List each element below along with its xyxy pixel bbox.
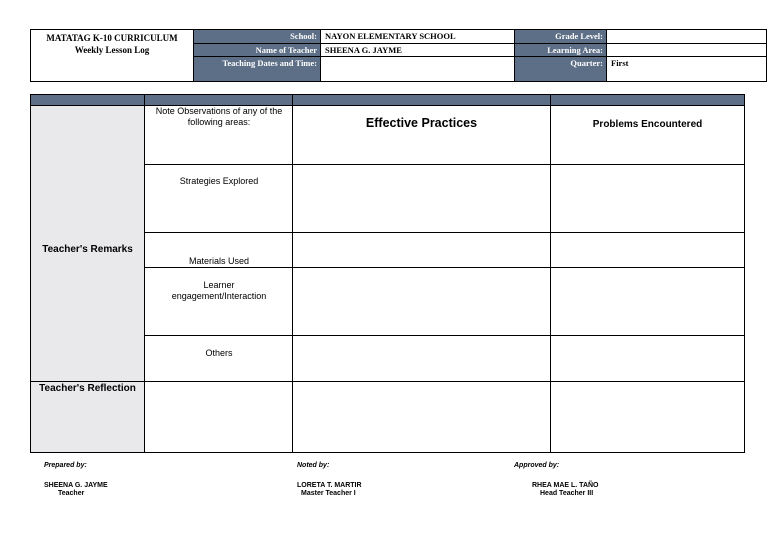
area-row <box>515 44 766 58</box>
table-header-band <box>31 95 744 105</box>
grade-label: Grade Level: <box>515 30 607 43</box>
problems-encountered-heading: Problems Encountered <box>592 119 703 130</box>
cell-others-problems[interactable] <box>551 336 744 381</box>
school-row <box>194 30 514 44</box>
log-title: Weekly Lesson Log <box>74 45 150 55</box>
school-field[interactable]: NAYON ELEMENTARY SCHOOL <box>325 31 456 41</box>
quarter-row <box>515 57 766 81</box>
lesson-log-header <box>30 29 767 82</box>
dates-field[interactable] <box>321 57 514 81</box>
remarks-table <box>30 94 745 453</box>
cell-strategies-problems[interactable] <box>551 165 744 232</box>
approved-by-label: Approved by: <box>514 462 560 469</box>
grade-row <box>515 30 766 44</box>
dates-label: Teaching Dates and Time: <box>194 57 321 81</box>
cell-materials-effective[interactable] <box>293 233 550 267</box>
prepared-by-name: SHEENA G. JAYME <box>44 482 108 489</box>
header-school-block <box>194 30 514 81</box>
grade-field[interactable] <box>607 30 766 43</box>
teachers-remarks-label: Teacher's Remarks <box>42 244 133 255</box>
quarter-label: Quarter: <box>515 57 607 81</box>
noted-by-block <box>297 462 497 502</box>
area-field[interactable] <box>607 44 766 57</box>
quarter-field[interactable]: First <box>611 58 629 69</box>
noted-by-label: Noted by: <box>297 462 330 469</box>
cell-engagement-problems[interactable] <box>551 268 744 335</box>
area-others: Others <box>205 348 233 358</box>
approved-by-block <box>514 462 714 502</box>
teacher-label: Name of Teacher <box>194 44 321 57</box>
header-title-block <box>31 30 194 81</box>
cell-teachers-reflection[interactable] <box>145 382 744 452</box>
teacher-row <box>194 44 514 58</box>
teacher-field[interactable]: SHEENA G. JAYME <box>325 44 402 55</box>
area-learner-engagement: Learner engagement/Interaction <box>171 280 267 301</box>
cell-strategies-effective[interactable] <box>293 165 550 232</box>
note-observations-label: Note Observations of any of the following areas: <box>155 106 283 127</box>
noted-by-role: Master Teacher I <box>301 490 356 497</box>
approved-by-name: RHEA MAE L. TAÑO <box>532 482 599 489</box>
header-grade-block <box>514 30 766 81</box>
area-materials-used: Materials Used <box>188 256 250 266</box>
noted-by-name: LORETA T. MARTIR <box>297 482 362 489</box>
effective-practices-heading: Effective Practices <box>365 116 478 130</box>
prepared-by-label: Prepared by: <box>44 462 87 469</box>
prepared-by-block <box>44 462 244 502</box>
cell-materials-problems[interactable] <box>551 233 744 267</box>
curriculum-title: MATATAG K-10 CURRICULUM <box>46 33 178 43</box>
cell-others-effective[interactable] <box>293 336 550 381</box>
approved-by-role: Head Teacher III <box>540 490 594 497</box>
label-column <box>31 106 144 452</box>
dates-row <box>194 57 514 81</box>
area-label: Learning Area: <box>515 44 607 57</box>
school-label: School: <box>194 30 321 43</box>
teachers-reflection-label: Teacher's Reflection <box>39 383 136 394</box>
prepared-by-role: Teacher <box>58 490 85 497</box>
cell-engagement-effective[interactable] <box>293 268 550 335</box>
area-strategies-explored: Strategies Explored <box>179 176 259 186</box>
